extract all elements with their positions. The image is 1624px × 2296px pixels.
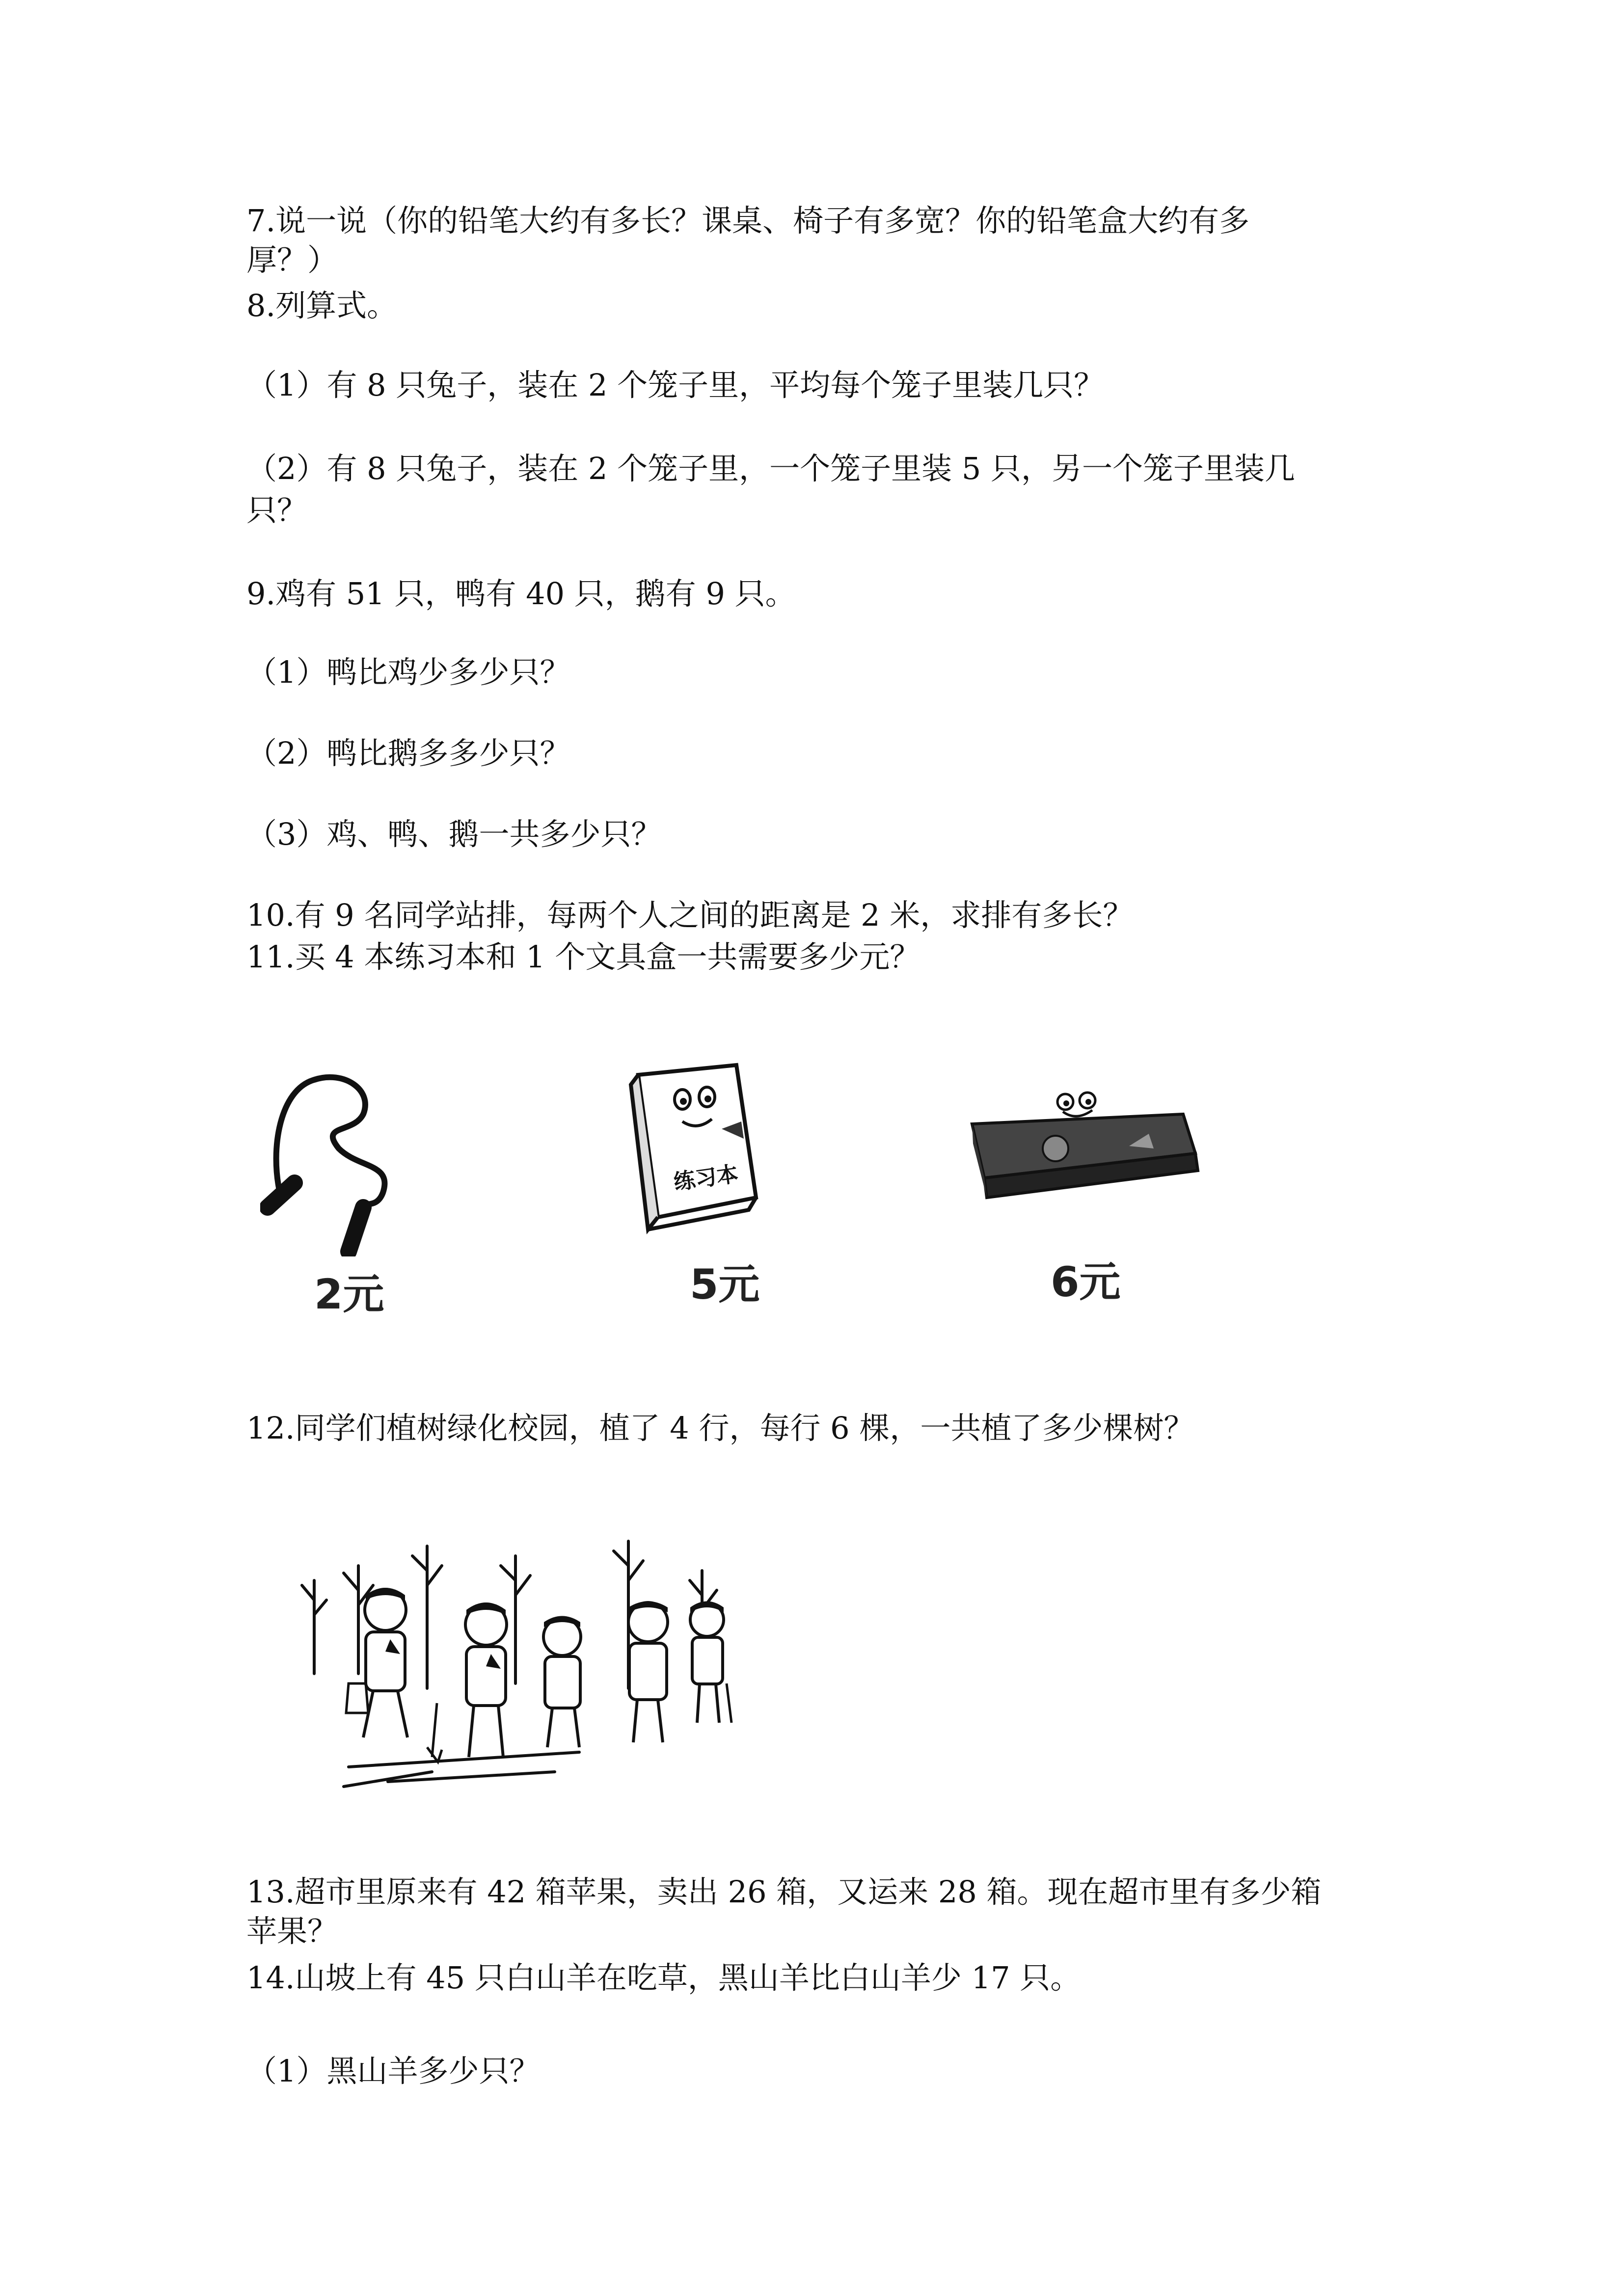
pencil-box-price: 6元 bbox=[1051, 1258, 1121, 1306]
pencil-box-icon bbox=[967, 1080, 1203, 1207]
notebook-price: 5元 bbox=[690, 1260, 760, 1308]
children-planting-trees-illustration bbox=[285, 1526, 746, 1801]
q9-part2: （2）鸭比鹅多多少只？ bbox=[246, 735, 570, 771]
q9-stem: 9.鸡有 51 只，鸭有 40 只，鹅有 9 只。 bbox=[246, 576, 796, 612]
q8-part1: （1）有 8 只兔子，装在 2 个笼子里，平均每个笼子里装几只？ bbox=[246, 367, 1105, 403]
q7-line2: 厚？） bbox=[246, 242, 338, 278]
jump-rope-icon bbox=[260, 1060, 407, 1256]
q14-part1: （1）黑山羊多少只？ bbox=[246, 2053, 540, 2089]
notebook-cover-label: 练习本 bbox=[672, 1161, 740, 1196]
q7-line1: 7.说一说（你的铅笔大约有多长？课桌、椅子有多宽？你的铅笔盒大约有多 bbox=[246, 203, 1250, 239]
q8-part2-line2: 只？ bbox=[246, 492, 308, 528]
q8-stem: 8.列算式。 bbox=[246, 288, 398, 323]
notebook-icon bbox=[619, 1060, 776, 1237]
q13-line2: 苹果？ bbox=[246, 1913, 338, 1949]
q14-stem: 14.山坡上有 45 只白山羊在吃草，黑山羊比白山羊少 17 只。 bbox=[246, 1960, 1081, 1996]
jump-rope-price: 2元 bbox=[314, 1270, 384, 1318]
q9-part3: （3）鸡、鸭、鹅一共多少只？ bbox=[246, 816, 662, 852]
q8-part2-line1: （2）有 8 只兔子，装在 2 个笼子里，一个笼子里装 5 只，另一个笼子里装几 bbox=[246, 451, 1296, 486]
q13-line1: 13.超市里原来有 42 箱苹果，卖出 26 箱，又运来 28 箱。现在超市里有多少箱 bbox=[246, 1874, 1322, 1910]
q11-stem: 11.买 4 本练习本和 1 个文具盒一共需要多少元？ bbox=[246, 939, 920, 975]
q10-stem: 10.有 9 名同学站排，每两个人之间的距离是 2 米，求排有多长？ bbox=[246, 897, 1134, 933]
q9-part1: （1）鸭比鸡少多少只？ bbox=[246, 654, 570, 690]
q12-stem: 12.同学们植树绿化校园，植了 4 行，每行 6 棵，一共植了多少棵树？ bbox=[246, 1410, 1194, 1446]
